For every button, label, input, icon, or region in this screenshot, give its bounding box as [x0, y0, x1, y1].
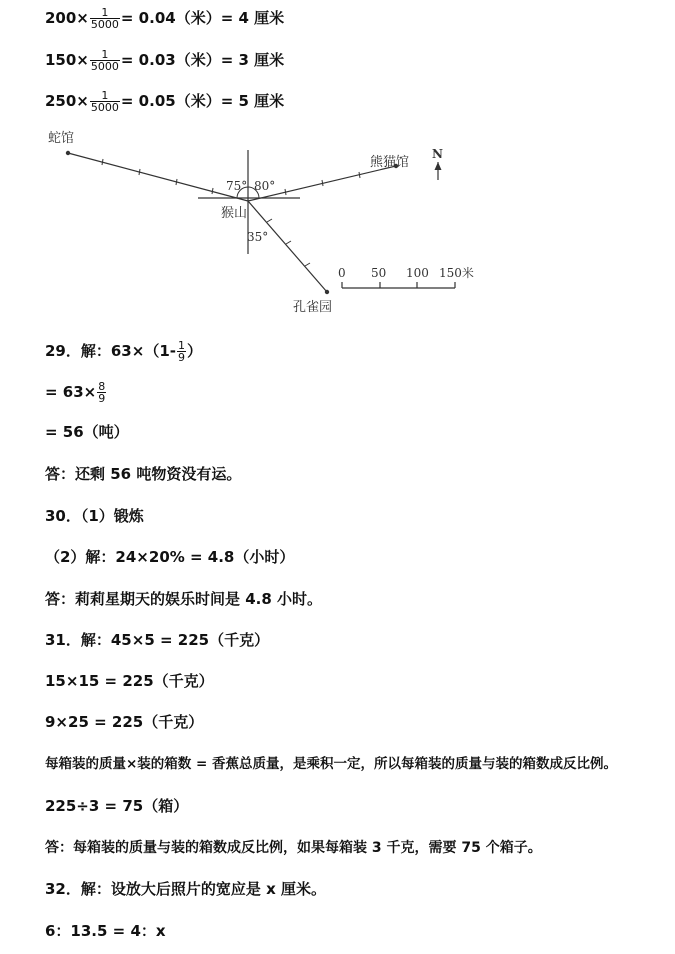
tick: [285, 189, 286, 195]
q30-answer: 答：莉莉星期天的娱乐时间是 4.8 小时。: [45, 590, 323, 608]
north-label: N: [432, 147, 443, 161]
scale-tick-150: 150米: [439, 266, 474, 280]
fraction: $\frac{1}{5000}$: [90, 6, 119, 31]
q31-line-1: 31．解：45×5 = 225（千克）: [45, 631, 270, 649]
tick: [286, 241, 291, 244]
fraction: $\frac{1}{5000}$: [90, 48, 119, 73]
tick: [139, 169, 140, 175]
tick: [305, 263, 310, 266]
angle-80-label: 80°: [254, 179, 276, 193]
q30-part-2: （2）解：24×20% = 4.8（小时）: [45, 548, 295, 566]
q30-part-1: 30．（1）锻炼: [45, 507, 144, 525]
north-arrowhead-icon: [435, 162, 442, 170]
q32-line-2: 6：13.5 = 4：x: [45, 922, 166, 940]
scale-tick-100: 100: [406, 266, 429, 280]
line-to-snake-house: [68, 153, 248, 201]
scale-line-1: 200× $\frac{1}{5000}$ = 0.04（米）= 4 厘米: [45, 6, 285, 31]
snake-house-point: [66, 151, 70, 155]
q29-line-1: 29．解：63×（1- $\frac{1}{9}$ ）: [45, 339, 202, 364]
tick: [212, 188, 213, 194]
angle-75-label: 75°: [226, 179, 248, 193]
tick: [359, 172, 360, 178]
zoo-map-diagram: [40, 122, 490, 322]
tick: [176, 179, 177, 185]
fraction: $\frac{1}{9}$: [177, 339, 185, 364]
monkey-hill-label: 猴山: [221, 206, 248, 221]
q31-line-5: 225÷3 = 75（箱）: [45, 797, 189, 815]
tick: [322, 180, 323, 186]
q29-line-2: = 63× $\frac{8}{9}$: [45, 380, 106, 405]
line-to-peacock-garden: [248, 201, 327, 292]
scale-tick-0: 0: [338, 266, 346, 280]
scale-line-2: 150× $\frac{1}{5000}$ = 0.03（米）= 3 厘米: [45, 48, 285, 73]
scale-line-3: 250× $\frac{1}{5000}$ = 0.05（米）= 5 厘米: [45, 89, 285, 114]
q31-line-3: 9×25 = 225（千克）: [45, 713, 204, 731]
q31-line-2: 15×15 = 225（千克）: [45, 672, 214, 690]
peacock-garden-label: 孔雀园: [293, 300, 333, 315]
q31-answer: 答：每箱装的质量与装的箱数成反比例，如果每箱装 3 千克，需要 75 个箱子。: [45, 840, 542, 856]
q29-line-3: = 56（吨）: [45, 423, 129, 441]
q31-line-4: 每箱装的质量×装的箱数 = 香蕉总质量，是乘积一定，所以每箱装的质量与装的箱数成反比例。: [45, 756, 618, 772]
panda-house-label: 熊猫馆: [370, 155, 410, 170]
peacock-garden-point: [325, 290, 329, 294]
tick: [267, 219, 272, 222]
scale-tick-50: 50: [371, 266, 387, 280]
fraction: $\frac{8}{9}$: [98, 380, 106, 405]
q29-answer: 答：还剩 56 吨物资没有运。: [45, 465, 242, 483]
tick: [102, 159, 103, 165]
snake-house-label: 蛇馆: [48, 131, 75, 146]
fraction: $\frac{1}{5000}$: [90, 89, 119, 114]
q32-line-1: 32．解：设放大后照片的宽应是 x 厘米。: [45, 880, 326, 898]
angle-35-label: 35°: [247, 230, 269, 244]
